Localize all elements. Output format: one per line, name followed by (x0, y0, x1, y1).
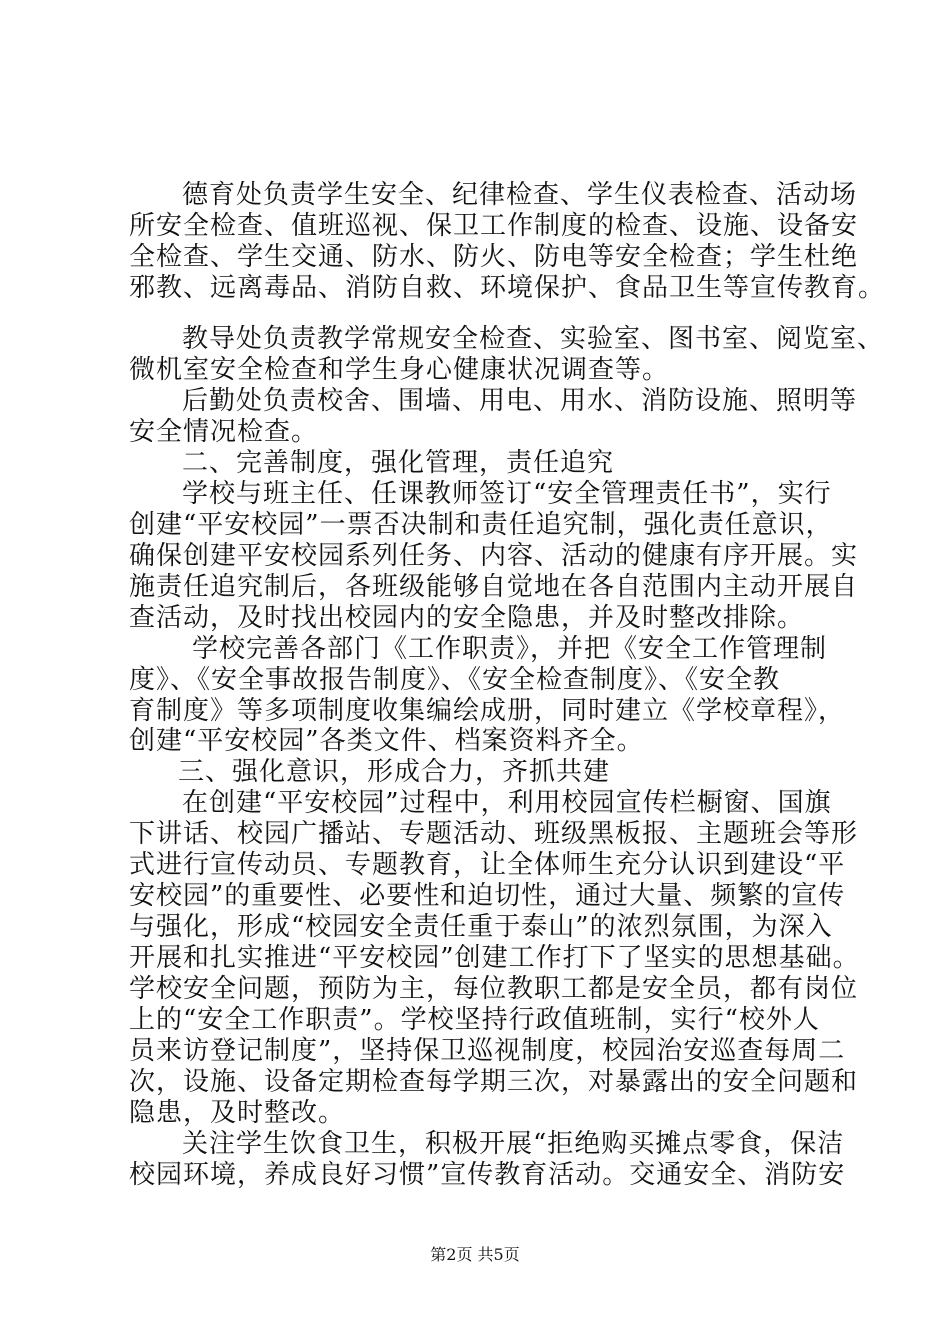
paragraph-line: 关注学生饮食卫生，积极开展“拒绝购买摊点零食，保洁 (182, 1129, 845, 1159)
paragraph-line: 微机室安全检查和学生身心健康状况调查等。 (129, 355, 670, 385)
paragraph-line: 校园环境，养成良好习惯”宣传教育活动。交通安全、消防安 (129, 1160, 846, 1190)
paragraph-line: 德育处负责学生安全、纪律检查、学生仪表检查、活动场 (182, 180, 858, 210)
paragraph-line: 学校安全问题，预防为主，每位教职工都是安全员，都有岗位 (129, 974, 859, 1004)
paragraph-line: 三、强化意识，形成合力，齐抓共建 (178, 757, 611, 787)
paragraph-line: 全检查、学生交通、防水、防火、防电等安全检查；学生杜绝 (129, 242, 859, 272)
paragraph-line: 度》、《安全事故报告制度》、《安全检查制度》、《安全教 (129, 665, 781, 695)
paragraph-line: 与强化，形成“校园安全责任重于泰山”的浓烈氛围，为深入 (129, 912, 833, 942)
paragraph-line: 次，设施、设备定期检查每学期三次，对暴露出的安全问题和 (129, 1067, 859, 1097)
paragraph-line: 安校园”的重要性、必要性和迫切性，通过大量、频繁的宣传 (129, 881, 846, 911)
paragraph-line: 学校完善各部门《工作职责》，并把《安全工作管理制 (192, 634, 828, 664)
paragraph-line: 学校与班主任、任课教师签订“安全管理责任书”，实行 (182, 479, 832, 509)
paragraph-line: 查活动，及时找出校园内的安全隐患，并及时整改排除。 (129, 603, 805, 633)
paragraph-line: 创建“平安校园”一票否决制和责任追究制，强化责任意识， (129, 510, 833, 540)
paragraph-line: 隐患，及时整改。 (129, 1098, 346, 1128)
paragraph-line: 创建“平安校园”各类文件、档案资料齐全。 (129, 726, 644, 756)
paragraph-line: 邪教、远离毒品、消防自救、环境保护、食品卫生等宣传教育。 (129, 273, 886, 303)
paragraph-line: 教导处负责教学常规安全检查、实验室、图书室、阅览室、 (182, 324, 885, 354)
paragraph-line: 后勤处负责校舍、围墙、用电、用水、消防设施、照明等 (182, 386, 858, 416)
paragraph-line: 安全情况检查。 (129, 417, 319, 447)
paragraph-line: 员来访登记制度”，坚持保卫巡视制度，校园治安巡查每周二 (129, 1036, 846, 1066)
paragraph-line: 施责任追究制后，各班级能够自觉地在各自范围内主动开展自 (129, 572, 859, 602)
paragraph-line: 在创建“平安校园”过程中，利用校园宣传栏橱窗、国旗 (182, 788, 832, 818)
paragraph-line: 育制度》等多项制度收集编绘成册，同时建立《学校章程》， (129, 696, 846, 726)
paragraph-line: 所安全检查、值班巡视、保卫工作制度的检查、设施、设备安 (129, 211, 859, 241)
paragraph-line: 上的“安全工作职责”。学校坚持行政值班制，实行“校外人 (129, 1005, 820, 1035)
paragraph-line: 开展和扎实推进“平安校园”创建工作打下了坚实的思想基础。 (129, 943, 860, 973)
paragraph-line: 确保创建平安校园系列任务、内容、活动的健康有序开展。实 (129, 541, 859, 571)
page-footer: 第2页 共5页 (430, 1245, 520, 1264)
paragraph-line: 式进行宣传动员、专题教育，让全体师生充分认识到建设“平 (129, 850, 846, 880)
paragraph-line: 二、完善制度，强化管理，责任追究 (182, 448, 615, 478)
paragraph-line: 下讲话、校园广播站、专题活动、班级黑板报、主题班会等形 (129, 819, 859, 849)
